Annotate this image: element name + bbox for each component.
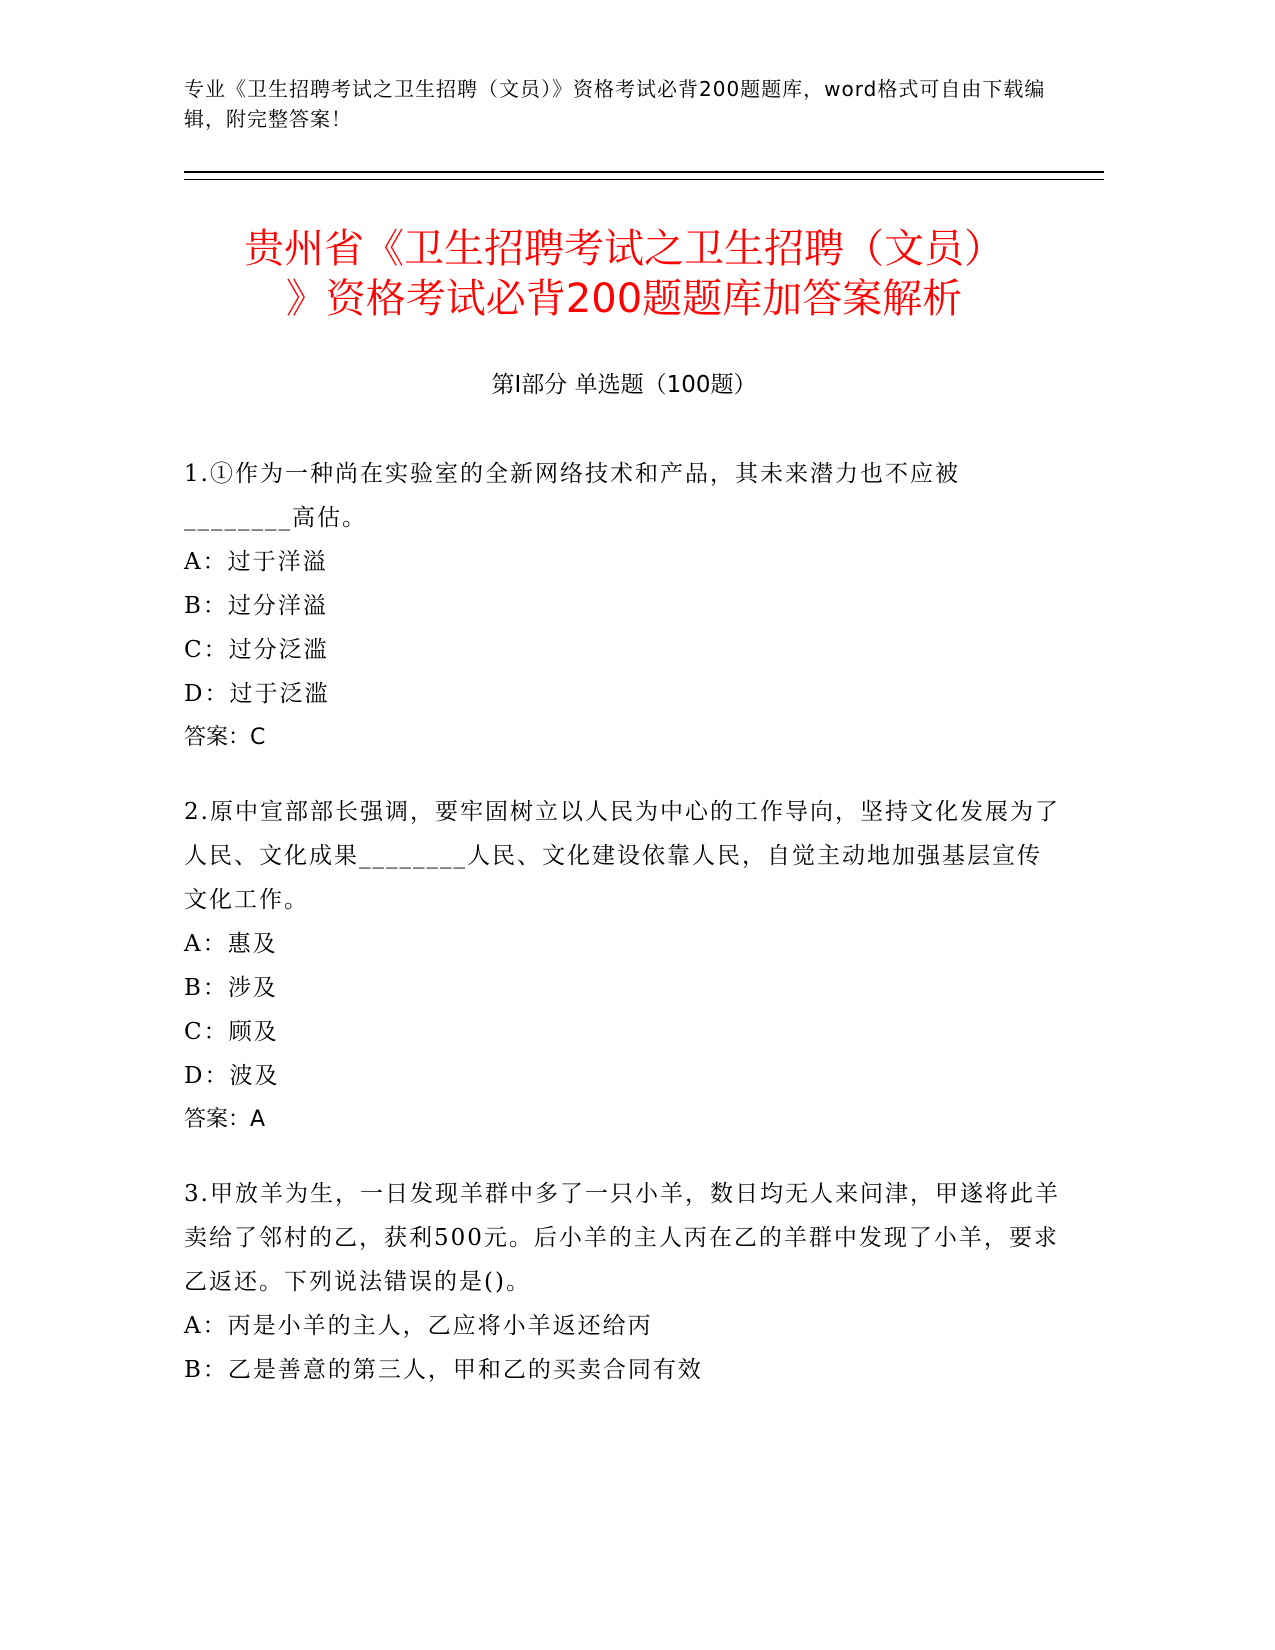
document-title-line1: 贵州省《卫生招聘考试之卫生招聘（文员） (244, 226, 1004, 272)
option-a: A：丙是小羊的主人，乙应将小羊返还给丙 (184, 1313, 653, 1339)
document-title-line2: 》资格考试必背200题题库加答案解析 (285, 276, 963, 322)
option-a: A：惠及 (184, 931, 278, 957)
option-d: D：波及 (184, 1063, 280, 1089)
section-title: 第Ⅰ部分 单选题（100题） (491, 372, 757, 398)
option-b: B：乙是善意的第三人，甲和乙的买卖合同有效 (184, 1357, 703, 1383)
question-list (184, 452, 1064, 1422)
document-title (184, 224, 1064, 324)
option-d: D：过于泛滥 (184, 681, 330, 707)
header-divider-thick (184, 171, 1104, 173)
answer-text: 答案：A (184, 1107, 266, 1132)
question-3 (184, 1172, 1064, 1392)
option-c: C：顾及 (184, 1019, 279, 1045)
option-c: C：过分泛滥 (184, 637, 329, 663)
option-b: B：过分洋溢 (184, 593, 328, 619)
question-2 (184, 790, 1064, 1142)
option-a: A：过于洋溢 (184, 549, 328, 575)
question-stem: 3.甲放羊为生，一日发现羊群中多了一只小羊，数日均无人来问津，甲遂将此羊卖给了邻村的乙，获利500元。后小羊的主人丙在乙的羊群中发现了小羊，要求乙返还。下列说法错误的是()。 (184, 1181, 1060, 1295)
header-note: 专业《卫生招聘考试之卫生招聘（文员）》资格考试必背200题题库，word格式可自由下载编辑，附完整答案！ (184, 77, 1046, 131)
question-1 (184, 452, 1064, 760)
question-stem: 1.①作为一种尚在实验室的全新网络技术和产品，其未来潜力也不应被________高估。 (184, 461, 960, 531)
header-divider-thin (184, 179, 1104, 180)
question-stem: 2.原中宣部部长强调，要牢固树立以人民为中心的工作导向，坚持文化发展为了人民、文化成果________人民、文化建设依靠人民，自觉主动地加强基层宣传文化工作。 (184, 799, 1060, 913)
option-b: B：涉及 (184, 975, 278, 1001)
answer-text: 答案：C (184, 725, 266, 750)
